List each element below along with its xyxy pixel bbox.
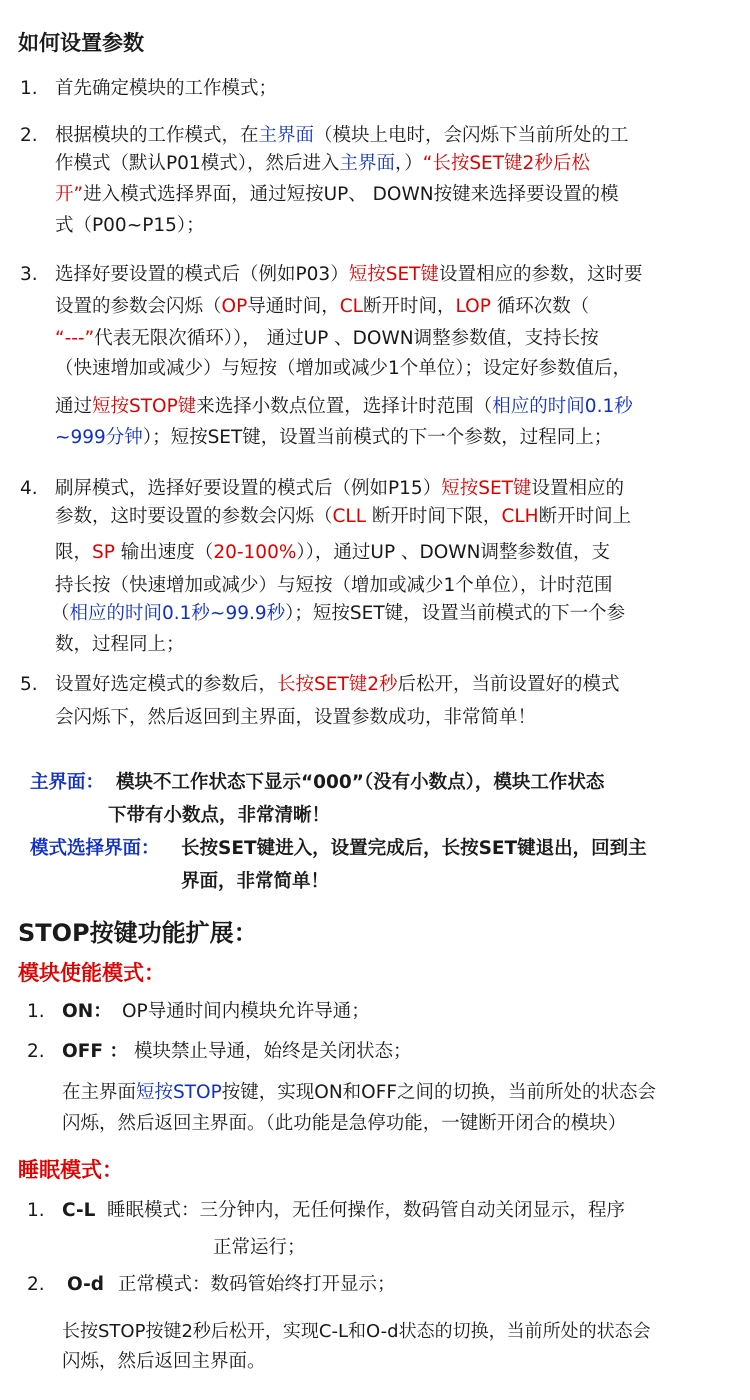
list-item-line: 式（P00~P15）； [55,215,205,236]
list-item-line [55,395,633,419]
key-label: OFF ： [62,1041,128,1062]
list-item-line [55,673,620,697]
note-label-mode-select: 模式选择界面： [30,838,160,859]
list-number: 1. [20,78,38,99]
text-span: 输出速度（ [114,542,214,563]
highlight-red: OP [221,296,248,317]
list-item-line: （快速增加或减少）与短按（增加或减少1个单位）；设定好参数值后， [55,358,632,379]
list-item-line: 数，过程同上； [55,634,185,655]
list-number: 1. [27,1001,45,1022]
list-item-line [55,541,610,565]
highlight-blue: 主界面 [339,153,395,174]
list-item-line [51,602,625,626]
highlight-red: 短按STOP键 [92,396,197,417]
highlight-blue: 主界面 [258,125,315,146]
text-span: 断开时间下限， [366,506,502,527]
highlight-red: 长按SET键2秒 [277,674,398,695]
highlight-red: LOP [455,296,491,317]
list-item-text: 正常运行； [213,1237,306,1258]
paragraph-line: 闪烁，然后返回主界面。 [62,1351,266,1372]
text-span: （ [51,603,70,624]
section-title-stop: STOP按键功能扩展： [18,919,258,947]
highlight-red: CLL [332,506,367,527]
list-number: 2. [27,1274,45,1295]
paragraph-line: 闪烁，然后返回主界面。（此功能是急停功能，一键断开闭合的模块） [62,1113,627,1134]
key-label: C-L [62,1200,96,1221]
subsection-title-sleep: 睡眠模式： [18,1158,123,1182]
highlight-blue: ~999分钟 [55,427,143,448]
note-text: 长按SET键进入，设置完成后，长按SET键退出，回到主 [181,838,647,859]
highlight-red: CL [339,296,363,317]
list-item-line [55,505,631,529]
key-label: ON： [62,1001,112,1022]
text-span: 根据模块的工作模式，在 [55,125,259,146]
list-item-line [55,426,612,450]
text-span: ）；短按SET键，设置当前模式的下一个参 [285,603,626,624]
note-text: 模块不工作状态下显示“000”（没有小数点），模块工作状态 [116,772,605,793]
key-label: O-d [67,1274,104,1295]
text-span: 按键，实现ON和OFF之间的切换，当前所处的状态会 [221,1082,657,1103]
list-item-line [55,124,629,148]
list-item-line: 会闪烁下，然后返回到主界面，设置参数成功，非常简单！ [55,707,537,728]
text-span: 选择好要设置的模式后（例如P03） [55,264,349,285]
text-span: ，） [394,153,423,174]
list-item-text: OP导通时间内模块允许导通； [122,1001,370,1022]
list-item-line: 持长按（快速增加或减少）与短按（增加或减少1个单位），计时范围 [55,575,613,596]
list-item-line [55,183,619,207]
text-span: ）），通过UP 、DOWN调整参数值，支 [296,542,610,563]
list-number: 2. [20,125,38,146]
list-number: 1. [27,1200,45,1221]
highlight-red: “---” [55,328,95,349]
text-span: 后松开，当前设置好的模式 [397,674,620,695]
text-span: 设置的参数会闪烁（ [55,296,222,317]
text-span: 刷屏模式，选择好要设置的模式后（例如P15） [55,478,442,499]
text-span: 限， [55,542,93,563]
list-number: 2. [27,1041,45,1062]
list-item-text: 模块禁止导通，始终是关闭状态； [134,1041,412,1062]
highlight-red: SP [92,542,115,563]
list-number: 5. [20,674,38,695]
highlight-red: “长按SET键2秒后松 [422,153,590,174]
section-title-settings: 如何设置参数 [18,31,144,55]
list-item-text: 正常模式：数码管始终打开显示； [118,1274,396,1295]
text-span: ）；短按SET键，设置当前模式的下一个参数，过程同上； [142,427,613,448]
note-text: 界面，非常简单！ [181,871,330,892]
text-span: 进入模式选择界面，通过短按UP、 DOWN按键来选择要设置的模 [83,184,619,205]
list-item-text: 首先确定模块的工作模式； [55,78,278,99]
text-span: 作模式（默认P01模式），然后进入 [55,153,340,174]
highlight-red: 短按SET键 [348,264,439,285]
highlight-blue: 相应的时间0.1秒 [492,396,633,417]
text-span: 通过 [55,396,93,417]
text-span: 在主界面 [62,1082,137,1103]
text-span: 设置好选定模式的参数后， [55,674,278,695]
text-span: 导通时间， [247,296,340,317]
highlight-red: CLH [501,506,539,527]
text-span: 循环次数（ [490,296,590,317]
text-span: 断开时间， [362,296,456,317]
paragraph-line: 长按STOP按键2秒后松开，实现C-L和O-d状态的切换，当前所处的状态会 [62,1321,651,1342]
text-span: 设置相应的 [531,478,624,499]
note-label-main-screen: 主界面： [30,772,105,793]
list-item-line [55,477,624,501]
note-text: 下带有小数点，非常清晰！ [108,805,331,826]
list-item-text: 睡眠模式：三分钟内，无任何操作，数码管自动关闭显示，程序 [107,1200,626,1221]
highlight-blue: 相应的时间0.1秒~99.9秒 [69,603,286,624]
list-number: 4. [20,478,38,499]
list-item-line [55,295,589,319]
text-span: 设置相应的参数，这时要 [438,264,643,285]
text-span: 参数，这时要设置的参数会闪烁（ [55,506,333,527]
subsection-title-enable: 模块使能模式： [18,961,165,985]
paragraph-line [62,1081,656,1105]
text-span: 断开时间上 [538,506,632,527]
list-item-line [55,263,642,287]
list-item-line [55,152,590,176]
text-span: 代表无限次循环））， 通过UP 、DOWN调整参数值，支持长按 [94,328,599,349]
text-span: 来选择小数点位置，选择计时范围（ [196,396,493,417]
highlight-red: 开” [55,184,84,205]
list-item-line [55,327,599,351]
highlight-blue: 短按STOP [136,1082,222,1103]
highlight-red: 20-100% [213,542,297,563]
highlight-red: 短按SET键 [441,478,532,499]
list-number: 3. [20,264,38,285]
text-span: （模块上电时，会闪烁下当前所处的工 [314,125,629,146]
